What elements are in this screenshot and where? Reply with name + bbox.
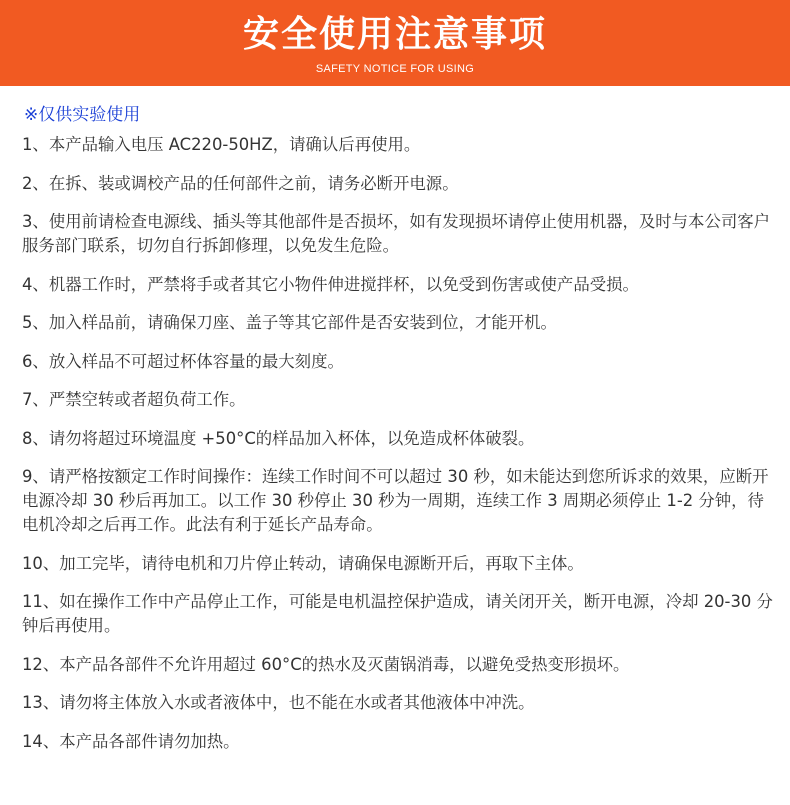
list-item: 7、严禁空转或者超负荷工作。 bbox=[22, 390, 246, 409]
list-item: 2、在拆、装或调校产品的任何部件之前，请务必断开电源。 bbox=[22, 173, 459, 193]
lab-use-notice: ※仅供实验使用 bbox=[24, 105, 141, 125]
list-item: 6、放入样品不可超过杯体容量的最大刻度。 bbox=[22, 351, 344, 371]
list-item: 14、本产品各部件请勿加热。 bbox=[22, 731, 240, 751]
list-item: 13、请勿将主体放入水或者液体中，也不能在水或者其他液体中冲洗。 bbox=[22, 693, 535, 712]
safety-notice-list bbox=[22, 133, 774, 768]
page-subtitle: SAFETY NOTICE FOR USING bbox=[315, 63, 475, 75]
list-item: 12、本产品各部件不允许用超过 60°C的热水及灭菌锅消毒，以避免受热变形损坏。 bbox=[22, 654, 630, 674]
list-item: 8、请勿将超过环境温度 +50°C的样品加入杯体，以免造成杯体破裂。 bbox=[22, 428, 535, 448]
list-item: 5、加入样品前，请确保刀座、盖子等其它部件是否安装到位，才能开机。 bbox=[22, 313, 557, 332]
list-item: 11、如在操作工作中产品停止工作，可能是电机温控保护造成，请关闭开关，断开电源，冷却 20-30 分钟后再使用。 bbox=[22, 592, 773, 635]
list-item: 1、本产品输入电压 AC220-50HZ，请确认后再使用。 bbox=[22, 135, 421, 154]
page-title: 安全使用注意事项 bbox=[242, 14, 547, 55]
list-item: 4、机器工作时，严禁将手或者其它小物件伸进搅拌杯，以免受到伤害或使产品受损。 bbox=[22, 274, 639, 294]
list-item: 3、使用前请检查电源线、插头等其他部件是否损坏，如有发现损坏请停止使用机器，及时与本公司客户服务部门联系，切勿自行拆卸修理，以免发生危险。 bbox=[22, 212, 771, 255]
header-banner bbox=[0, 0, 790, 86]
list-item: 10、加工完毕，请待电机和刀片停止转动，请确保电源断开后，再取下主体。 bbox=[22, 553, 584, 573]
list-item: 9、请严格按额定工作时间操作：连续工作时间不可以超过 30 秒，如未能达到您所诉求的效果，应断开电源冷却 30 秒后再加工。以工作 30 秒停止 30 秒为一周期，连续工作 3 周期必须停止 1-2 分钟，待电机冷却之后再工作。此法有利于延长产品寿命。 bbox=[22, 467, 769, 534]
